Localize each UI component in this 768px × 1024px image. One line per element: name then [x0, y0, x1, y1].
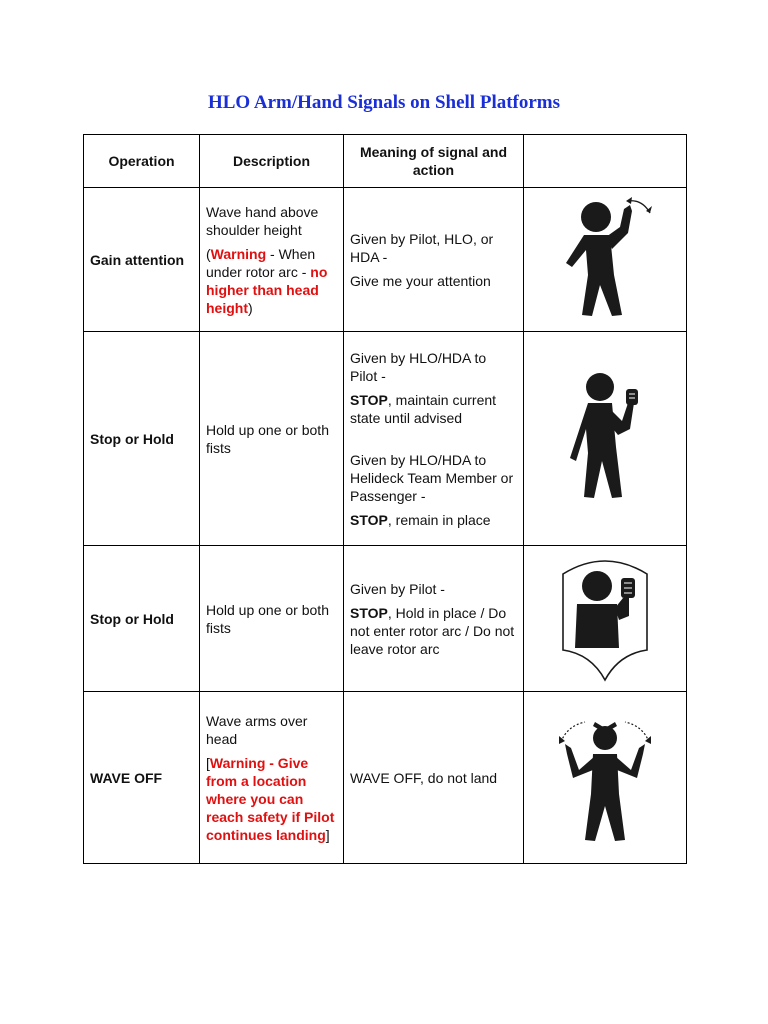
action-text: , Hold in place / Do not enter rotor arc / Do not leave rotor arc: [350, 604, 515, 657]
meaning-given-by: Given by Pilot, HLO, or HDA -: [350, 230, 494, 265]
header-illustration: [524, 135, 687, 188]
meaning-given-by: Given by HLO/HDA to Helideck Team Member or Passenger -: [350, 451, 514, 504]
meaning-action: Give me your attention: [350, 272, 491, 289]
table-row: [84, 692, 687, 864]
warning-emphasis: Warning - Give from a location where you can reach safety if Pilot continues landing: [206, 754, 335, 843]
description-cell: [200, 692, 344, 864]
action-text: , remain in place: [387, 511, 491, 528]
description-text: Wave hand above shoulder height: [206, 203, 319, 238]
operation-cell: Stop or Hold: [84, 546, 200, 692]
warning-emphasis: no higher than head height: [206, 263, 328, 316]
warning-note: [206, 754, 337, 844]
bracket: ]: [325, 826, 330, 843]
person-waving-hand-icon: [550, 195, 660, 325]
warning-note: [206, 245, 337, 317]
description-cell: [200, 188, 344, 332]
meaning-cell: [344, 188, 524, 332]
illustration-cell: [524, 692, 687, 864]
operation-cell: Stop or Hold: [84, 332, 200, 546]
description-text: Wave arms over head: [206, 712, 308, 747]
header-meaning: Meaning of signal and action: [344, 135, 524, 188]
meaning-cell: WAVE OFF, do not land: [344, 692, 524, 864]
illustration-cell: [524, 332, 687, 546]
warning-text: - When under rotor arc -: [206, 245, 316, 280]
action-text: , maintain current state until advised: [350, 391, 497, 426]
description-cell: Hold up one or both fists: [200, 332, 344, 546]
meaning-cell: [344, 332, 524, 546]
person-waving-both-arms-icon: [545, 708, 665, 848]
signals-table: [83, 134, 687, 864]
table-header-row: [84, 135, 687, 188]
stop-label: STOP: [350, 391, 388, 408]
table-row: [84, 332, 687, 546]
warning-label: Warning: [210, 245, 267, 262]
operation-cell: Gain attention: [84, 188, 200, 332]
meaning-action: [350, 511, 517, 529]
operation-cell: WAVE OFF: [84, 692, 200, 864]
meaning-given-by: Given by HLO/HDA to Pilot -: [350, 349, 487, 384]
stop-label: STOP: [350, 604, 388, 621]
person-raised-fist-icon: [550, 369, 660, 509]
bracket: (: [206, 245, 211, 262]
bracket: ): [248, 299, 253, 316]
stop-label: STOP: [350, 511, 388, 528]
meaning-given-by: Given by Pilot -: [350, 580, 445, 597]
meaning-action: [350, 391, 517, 427]
table-row: [84, 546, 687, 692]
page-title: HLO Arm/Hand Signals on Shell Platforms: [207, 92, 561, 113]
description-cell: Hold up one or both fists: [200, 546, 344, 692]
meaning-action: [350, 604, 517, 658]
table-row: [84, 188, 687, 332]
header-operation: Operation: [84, 135, 200, 188]
bracket: [: [206, 754, 210, 771]
meaning-cell: [344, 546, 524, 692]
pilot-in-cockpit-fist-icon: [549, 554, 661, 684]
header-description: Description: [200, 135, 344, 188]
illustration-cell: [524, 546, 687, 692]
illustration-cell: [524, 188, 687, 332]
